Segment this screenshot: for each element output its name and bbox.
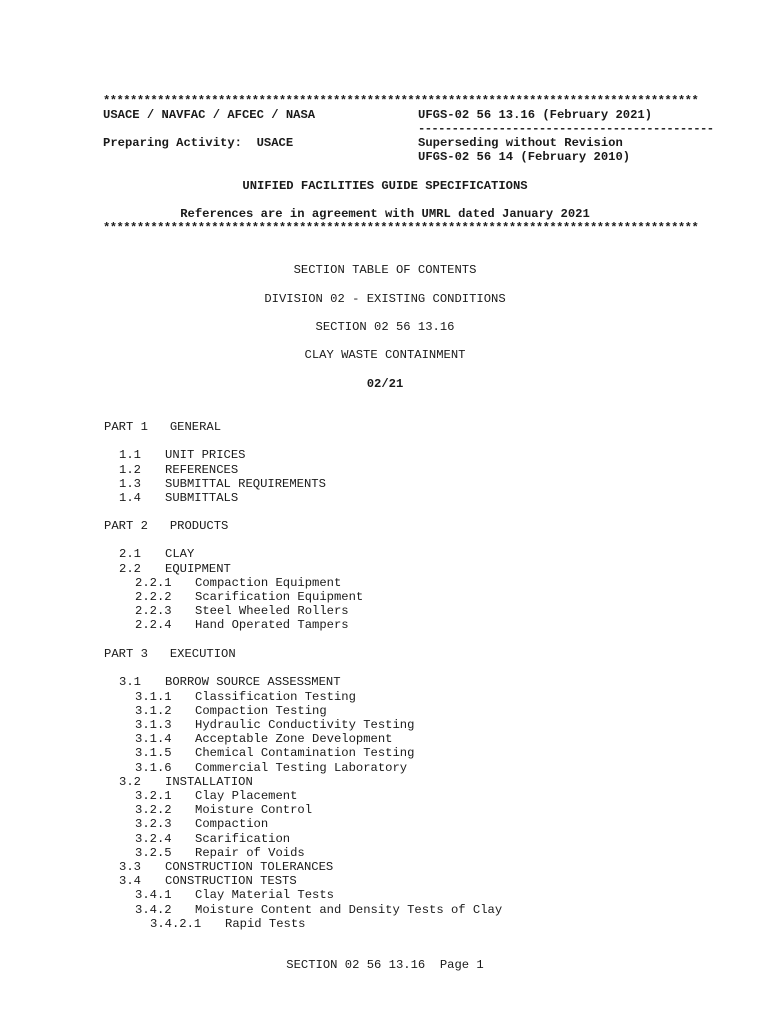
toc-entry-title: REFERENCES	[165, 462, 239, 477]
toc-entry-title: Compaction Equipment	[195, 575, 342, 590]
toc-entry-number: 3.1.4	[135, 732, 172, 747]
toc-entry-title: Clay Placement	[195, 789, 298, 803]
references-note: References are in agreement with UMRL dated January 2021	[180, 207, 590, 221]
toc-entry-number: 2.1	[119, 547, 141, 562]
toc-entry-number: 2.2	[119, 561, 141, 576]
toc-entry-title: Hydraulic Conductivity Testing	[195, 718, 415, 732]
toc-entry-title: UNIT PRICES	[165, 448, 246, 463]
toc-entry-number: 2.2.4	[135, 618, 172, 633]
toc-entry-number: 3.1.2	[135, 703, 172, 718]
section-date: 02/21	[366, 377, 404, 391]
toc-entry-title: Acceptable Zone Development	[195, 732, 393, 747]
toc-entry-number: 3.2.4	[135, 831, 172, 846]
toc-entry-title: Chemical Contamination Testing	[195, 746, 415, 761]
toc-entry-title: CONSTRUCTION TOLERANCES	[165, 860, 334, 874]
toc-entry-number: 3.4.2	[135, 902, 172, 917]
guide-title: UNIFIED FACILITIES GUIDE SPECIFICATIONS	[242, 179, 528, 193]
toc-entry-number: 3.1.3	[135, 718, 172, 732]
toc-entry-number: 2.2.1	[135, 575, 172, 590]
toc-entry-title: Moisture Content and Density Tests of Clay	[195, 902, 503, 917]
toc-entry-title: Scarification	[195, 831, 291, 846]
toc-entry-title: EQUIPMENT	[165, 561, 231, 576]
toc-entry-number: 3.2.5	[135, 845, 172, 860]
toc-entry-number: 2.2.3	[135, 604, 172, 619]
division-heading: DIVISION 02 - EXISTING CONDITIONS	[264, 292, 506, 306]
header-star-rule-top: ****************************************************************************************	[103, 94, 699, 108]
toc-entry-title: SUBMITTALS	[165, 491, 239, 505]
toc-entry-title: Moisture Control	[195, 803, 313, 818]
toc-entry-title: CLAY	[165, 547, 195, 562]
toc-entry-title: Clay Material Tests	[195, 888, 334, 903]
toc-part-heading: PART 2 PRODUCTS	[104, 519, 229, 533]
toc-entry-title: Rapid Tests	[225, 916, 306, 931]
toc-entry-number: 1.2	[119, 462, 141, 477]
toc-entry-number: 3.3	[119, 860, 141, 874]
toc-entry-number: 1.1	[119, 448, 141, 463]
toc-entry-title: Scarification Equipment	[195, 590, 364, 604]
toc-entry-number: 3.1.1	[135, 689, 172, 704]
section-title: CLAY WASTE CONTAINMENT	[304, 348, 466, 362]
toc-entry-title: CONSTRUCTION TESTS	[165, 874, 297, 889]
toc-entry-title: Classification Testing	[195, 689, 356, 704]
toc-part-heading: PART 3 EXECUTION	[104, 647, 236, 661]
header-superseded-id: UFGS-02 56 14 (February 2010)	[418, 150, 631, 164]
toc-entry-number: 1.3	[119, 476, 141, 491]
toc-part-heading: PART 1 GENERAL	[104, 420, 222, 434]
toc-entry-title: Hand Operated Tampers	[195, 618, 349, 633]
toc-entry-number: 3.4.1	[135, 888, 172, 903]
header-preparing-activity: Preparing Activity: USACE	[103, 136, 294, 150]
toc-entry-number: 3.2	[119, 774, 141, 789]
toc-entry-title: Commercial Testing Laboratory	[195, 760, 408, 775]
toc-entry-number: 3.2.1	[135, 789, 172, 803]
header-agencies: USACE / NAVFAC / AFCEC / NASA	[103, 108, 316, 122]
toc-entry-title: Compaction Testing	[195, 703, 327, 718]
toc-entry-number: 3.4	[119, 874, 141, 889]
toc-entry-number: 3.1.6	[135, 760, 172, 775]
toc-entry-title: Steel Wheeled Rollers	[195, 604, 349, 619]
toc-entry-number: 1.4	[119, 491, 141, 505]
header-superseding-label: Superseding without Revision	[418, 136, 623, 150]
toc-entry-title: INSTALLATION	[165, 774, 253, 789]
header-ufgs-id: UFGS-02 56 13.16 (February 2021)	[418, 108, 653, 122]
toc-entry-number: 3.4.2.1	[150, 916, 202, 931]
toc-entry-title: Repair of Voids	[195, 845, 305, 860]
section-number: SECTION 02 56 13.16	[315, 320, 455, 334]
toc-entry-title: BORROW SOURCE ASSESSMENT	[165, 675, 341, 690]
toc-entry-title: SUBMITTAL REQUIREMENTS	[165, 476, 326, 491]
page-footer: SECTION 02 56 13.16 Page 1	[286, 958, 484, 972]
toc-heading: SECTION TABLE OF CONTENTS	[293, 263, 477, 277]
toc-entry-number: 3.2.2	[135, 803, 172, 818]
header-star-rule-bottom: ****************************************************************************************	[103, 221, 699, 235]
toc-entry-number: 3.1	[119, 675, 141, 690]
toc-entry-number: 3.2.3	[135, 817, 172, 832]
toc-entry-number: 2.2.2	[135, 590, 172, 604]
toc-entry-title: Compaction	[195, 817, 269, 832]
toc-entry-number: 3.1.5	[135, 746, 172, 761]
header-dash-rule: --------------------------------------------	[418, 122, 714, 136]
